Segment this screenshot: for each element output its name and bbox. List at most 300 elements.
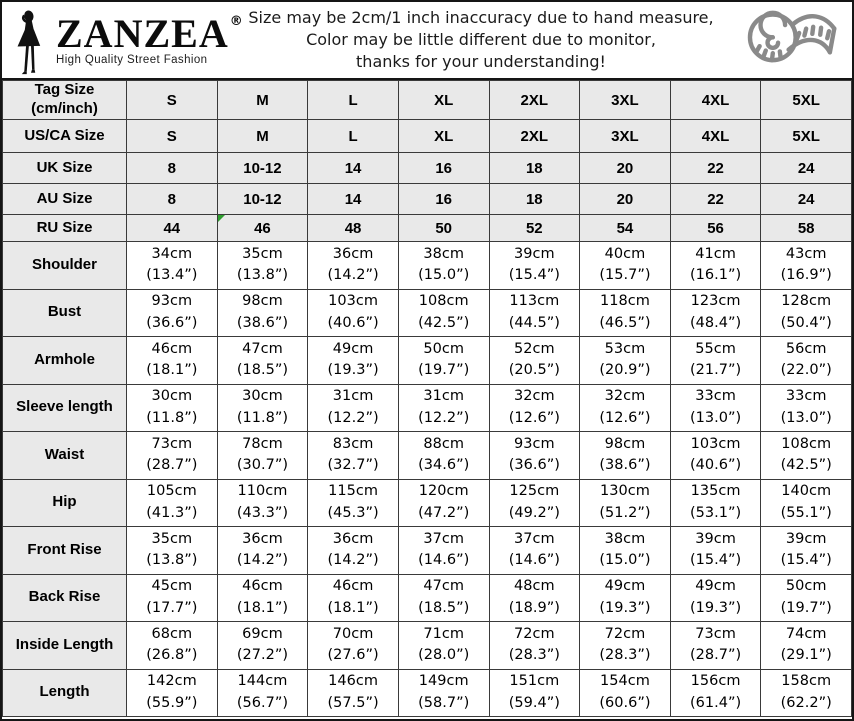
size-value: 16 — [435, 159, 453, 177]
measurement-cm: 68cm — [151, 625, 193, 642]
measurement-cm: 46cm — [242, 578, 283, 594]
measurement-cell — [398, 337, 489, 385]
size-value-cell — [670, 184, 761, 215]
registered-mark: ® — [229, 13, 243, 29]
measurement-inch: (11.8”) — [146, 409, 198, 426]
measurement-cm: 110cm — [237, 483, 288, 499]
measurement-inch: (48.4”) — [690, 314, 742, 331]
size-value-cell — [489, 153, 580, 184]
measurement-cm: 93cm — [514, 435, 555, 452]
measurement-cm: 52cm — [514, 340, 555, 357]
measurement-inch: (15.4”) — [690, 552, 742, 569]
size-value: 48 — [344, 219, 362, 237]
measurement-cm: 50cm — [423, 340, 464, 357]
measurement-inch: (18.9”) — [508, 599, 560, 616]
measurement-cm: 46cm — [332, 578, 374, 594]
measurement-cm: 108cm — [418, 293, 469, 309]
row-label-line: Tag Size — [34, 81, 95, 99]
measurement-cell — [761, 242, 852, 290]
measurement-cm: 103cm — [690, 435, 741, 452]
measurement-cm: 36cm — [242, 530, 283, 547]
measurement-cell — [127, 384, 218, 432]
measurement-cell — [761, 384, 852, 432]
measurement-cell — [217, 289, 308, 337]
measurement-cell — [217, 242, 308, 290]
size-value-cell — [217, 184, 308, 215]
measurement-inch: (19.7”) — [418, 362, 470, 379]
measurement-cm: 31cm — [423, 388, 464, 404]
measurement-cm: 30cm — [242, 388, 283, 404]
size-value: 44 — [163, 219, 181, 237]
size-value-cell — [580, 215, 671, 242]
row-label: RU Size — [3, 215, 127, 242]
measurement-row — [3, 384, 852, 432]
measurement-cell — [761, 289, 852, 337]
measurement-inch: (18.5”) — [236, 362, 288, 379]
measurement-cm: 105cm — [146, 483, 197, 499]
measurement-cell — [670, 289, 761, 337]
measurement-inch: (59.4”) — [508, 694, 560, 711]
size-value: 3XL — [611, 91, 639, 109]
measurement-cell — [308, 242, 399, 290]
size-value-cell — [127, 215, 218, 242]
size-value: 5XL — [792, 91, 820, 109]
measurement-inch: (36.6”) — [146, 314, 198, 331]
measurement-cm: 38cm — [423, 245, 464, 262]
measurement-cell — [127, 574, 218, 622]
measurement-cell — [489, 289, 580, 337]
measurement-cm: 36cm — [332, 530, 374, 547]
measurement-inch: (42.5”) — [780, 457, 832, 474]
size-value: 10-12 — [243, 159, 282, 177]
measurement-cell — [489, 384, 580, 432]
size-table — [2, 80, 852, 717]
measurement-inch: (28.7”) — [690, 647, 742, 664]
size-value: S — [166, 91, 177, 109]
size-value-cell — [580, 184, 671, 215]
measurement-cm: 120cm — [418, 483, 469, 499]
size-value: M — [256, 127, 269, 145]
row-label: AU Size — [3, 184, 127, 215]
measurement-inch: (18.1”) — [236, 599, 288, 616]
size-value-cell — [217, 81, 308, 120]
size-value-cell — [489, 81, 580, 120]
measurement-cell — [398, 384, 489, 432]
measurement-cm: 43cm — [785, 245, 827, 262]
measurement-cell — [217, 574, 308, 622]
size-value-cell — [398, 81, 489, 120]
measurement-cm: 123cm — [690, 293, 741, 309]
size-value: 24 — [797, 190, 815, 208]
measurement-cm: 72cm — [604, 625, 646, 642]
measurement-inch: (15.7”) — [599, 267, 651, 284]
measurement-inch: (62.2”) — [780, 694, 832, 711]
size-value-cell — [217, 153, 308, 184]
measurement-cm: 130cm — [600, 483, 650, 499]
measurement-row — [3, 242, 852, 290]
row-label: US/CA Size — [3, 120, 127, 153]
measurement-cm: 140cm — [781, 483, 832, 499]
size-notice — [228, 7, 734, 73]
size-value-cell — [398, 153, 489, 184]
measurement-cm: 48cm — [514, 578, 555, 594]
size-value: 24 — [797, 159, 815, 177]
size-value-cell — [670, 81, 761, 120]
measurement-cell — [670, 384, 761, 432]
size-value-cell — [580, 120, 671, 153]
measurement-cell — [308, 432, 399, 480]
measurement-cm: 108cm — [781, 435, 832, 452]
measurement-inch: (14.2”) — [327, 267, 379, 284]
notice-line-1: Size may be 2cm/1 inch inaccuracy due to hand measure, — [248, 8, 714, 27]
measurement-inch: (26.8”) — [146, 647, 198, 664]
row-label — [3, 81, 127, 120]
measurement-cm: 73cm — [695, 625, 736, 642]
measurement-cell — [398, 622, 489, 670]
size-value: 20 — [616, 190, 634, 208]
measurement-cell — [580, 337, 671, 385]
measurement-inch: (30.7”) — [236, 457, 288, 474]
size-value-cell — [217, 215, 308, 242]
measurement-cell — [670, 574, 761, 622]
size-value-cell — [308, 153, 399, 184]
measurement-cell — [308, 574, 399, 622]
measurement-cell — [670, 527, 761, 575]
measurement-cm: 33cm — [695, 388, 736, 404]
size-value: S — [166, 127, 177, 145]
measurement-cell — [308, 337, 399, 385]
woman-silhouette-icon — [8, 9, 54, 77]
measurement-inch: (15.0”) — [418, 267, 470, 284]
measurement-cell — [580, 432, 671, 480]
measurement-inch: (12.6”) — [599, 409, 651, 426]
size-value-cell — [127, 81, 218, 120]
measurement-cell — [127, 479, 218, 527]
size-value: 18 — [525, 190, 543, 208]
measurement-cm: 38cm — [604, 530, 646, 547]
measurement-cell — [489, 574, 580, 622]
size-row — [3, 120, 852, 153]
measurement-inch: (50.4”) — [780, 314, 832, 331]
measurement-cell — [489, 337, 580, 385]
measurement-cell — [127, 242, 218, 290]
measurement-cm: 50cm — [785, 578, 827, 594]
measurement-cm: 37cm — [514, 530, 555, 547]
size-row — [3, 215, 852, 242]
size-value-cell — [761, 120, 852, 153]
measurement-inch: (41.3”) — [146, 504, 198, 521]
row-label: Waist — [3, 432, 127, 480]
size-value-cell — [761, 81, 852, 120]
measurement-inch: (28.7”) — [146, 457, 198, 474]
measurement-cm: 93cm — [151, 293, 193, 309]
measurement-cm: 47cm — [242, 340, 283, 357]
measurement-inch: (15.4”) — [780, 552, 832, 569]
size-value-cell — [398, 215, 489, 242]
measurement-inch: (43.3”) — [236, 504, 288, 521]
measurement-inch: (51.2”) — [599, 504, 651, 521]
measurement-cm: 35cm — [151, 530, 193, 547]
measurement-row — [3, 289, 852, 337]
size-value-cell — [217, 120, 308, 153]
measurement-inch: (28.3”) — [599, 647, 651, 664]
measurement-inch: (45.3”) — [327, 504, 379, 521]
size-value-cell — [761, 153, 852, 184]
measurement-cell — [217, 432, 308, 480]
measurement-cm: 49cm — [695, 578, 736, 594]
measurement-cm: 74cm — [785, 625, 827, 642]
row-label-line: (cm/inch) — [31, 100, 98, 117]
size-value: 4XL — [701, 127, 730, 145]
size-value-cell — [761, 184, 852, 215]
measurement-inch: (12.2”) — [327, 409, 379, 426]
size-value: 16 — [435, 190, 453, 208]
size-value-cell — [308, 215, 399, 242]
measurement-cell — [670, 669, 761, 717]
size-value-cell — [127, 153, 218, 184]
measurement-inch: (29.1”) — [780, 647, 832, 664]
measurement-cell — [127, 669, 218, 717]
measurement-cell — [489, 479, 580, 527]
size-value-cell — [398, 184, 489, 215]
size-table-body — [3, 81, 852, 717]
measurement-cell — [489, 669, 580, 717]
measurement-cell — [398, 479, 489, 527]
measurement-cell — [398, 289, 489, 337]
measurement-cell — [670, 242, 761, 290]
measurement-cell — [670, 337, 761, 385]
measurement-cm: 154cm — [600, 673, 650, 689]
measurement-cell — [127, 527, 218, 575]
measurement-cell — [217, 337, 308, 385]
row-label: Hip — [3, 479, 127, 527]
measurement-cm: 73cm — [151, 435, 193, 452]
measurement-cell — [308, 669, 399, 717]
size-value: XL — [434, 91, 454, 109]
brand-tagline: High Quality Street Fashion — [56, 53, 208, 66]
size-value: M — [256, 91, 269, 109]
measurement-inch: (21.7”) — [690, 362, 742, 379]
measurement-cm: 40cm — [604, 245, 646, 262]
measurement-cm: 45cm — [151, 578, 193, 594]
measurement-inch: (22.0”) — [780, 362, 832, 379]
measurement-cm: 33cm — [785, 388, 827, 404]
size-value: 22 — [707, 190, 724, 208]
measurement-inch: (27.2”) — [236, 647, 288, 664]
measurement-cm: 88cm — [423, 435, 464, 452]
measurement-inch: (19.3”) — [690, 599, 742, 616]
measurement-inch: (44.5”) — [508, 314, 560, 331]
measurement-cell — [217, 669, 308, 717]
size-value: 22 — [707, 159, 724, 177]
size-value: 14 — [344, 190, 362, 208]
measurement-cell — [580, 384, 671, 432]
size-value-cell — [670, 215, 761, 242]
measurement-inch: (34.6”) — [418, 457, 470, 474]
measurement-cell — [217, 384, 308, 432]
brand-block — [56, 9, 243, 66]
size-value: 2XL — [520, 127, 549, 145]
size-value: 5XL — [792, 127, 820, 145]
measurement-cell — [580, 669, 671, 717]
measurement-inch: (13.8”) — [236, 267, 288, 284]
measurement-row — [3, 432, 852, 480]
measurement-cm: 151cm — [509, 673, 560, 689]
measurement-cell — [308, 527, 399, 575]
size-value: 3XL — [611, 127, 639, 145]
measurement-inch: (56.7”) — [236, 694, 288, 711]
measurement-cell — [127, 622, 218, 670]
measurement-cell — [580, 622, 671, 670]
measurement-cell — [489, 527, 580, 575]
header — [2, 2, 852, 80]
measurement-cell — [670, 479, 761, 527]
measurement-inch: (49.2”) — [508, 504, 560, 521]
measurement-inch: (28.3”) — [508, 647, 560, 664]
measurement-inch: (57.5”) — [327, 694, 379, 711]
measurement-inch: (58.7”) — [418, 694, 470, 711]
measurement-inch: (19.7”) — [780, 599, 832, 616]
size-value: 20 — [616, 159, 634, 177]
measurement-inch: (55.1”) — [780, 504, 832, 521]
measurement-cm: 71cm — [423, 625, 464, 642]
measurement-inch: (20.5”) — [508, 362, 560, 379]
measurement-inch: (36.6”) — [508, 457, 560, 474]
row-label: Back Rise — [3, 574, 127, 622]
measurement-cm: 39cm — [695, 530, 736, 547]
measurement-cell — [398, 432, 489, 480]
measurement-row — [3, 479, 852, 527]
measurement-cell — [308, 384, 399, 432]
size-value: 8 — [167, 159, 176, 177]
measurement-cm: 72cm — [514, 625, 555, 642]
measurement-inch: (14.2”) — [236, 552, 288, 569]
size-value-cell — [489, 215, 580, 242]
row-label: Front Rise — [3, 527, 127, 575]
measurement-cm: 41cm — [695, 245, 736, 262]
measurement-cm: 144cm — [237, 673, 288, 689]
measurement-inch: (17.7”) — [146, 599, 198, 616]
measurement-cell — [580, 574, 671, 622]
measurement-cell — [489, 432, 580, 480]
size-value-cell — [580, 153, 671, 184]
row-label: Shoulder — [3, 242, 127, 290]
size-value: 58 — [797, 219, 815, 237]
measurement-cm: 55cm — [695, 340, 736, 357]
measurement-cm: 135cm — [690, 483, 741, 499]
size-value: XL — [434, 127, 454, 145]
size-value: 4XL — [701, 91, 730, 109]
measurement-cm: 47cm — [423, 578, 464, 594]
measurement-cell — [761, 337, 852, 385]
measurement-row — [3, 574, 852, 622]
measurement-cell — [217, 622, 308, 670]
measurement-cell — [761, 574, 852, 622]
measurement-cm: 78cm — [242, 435, 283, 452]
size-value: 18 — [525, 159, 543, 177]
measurement-cell — [127, 337, 218, 385]
measurement-inch: (46.5”) — [599, 314, 651, 331]
measurement-cm: 115cm — [328, 483, 378, 499]
size-value: 8 — [167, 190, 176, 208]
measurement-inch: (12.6”) — [508, 409, 560, 426]
measurement-cm: 98cm — [242, 293, 283, 309]
cell-corner-marker-icon — [218, 215, 225, 222]
row-label: Sleeve length — [3, 384, 127, 432]
notice-line-2: Color may be little different due to monitor, — [306, 30, 656, 49]
measurement-cell — [580, 289, 671, 337]
measurement-inch: (60.6”) — [599, 694, 651, 711]
measurement-cell — [398, 527, 489, 575]
measurement-inch: (12.2”) — [418, 409, 470, 426]
measurement-cm: 156cm — [690, 673, 741, 689]
measurement-inch: (11.8”) — [236, 409, 288, 426]
measurement-inch: (18.1”) — [146, 362, 198, 379]
measurement-cell — [127, 289, 218, 337]
size-value: 2XL — [520, 91, 549, 109]
measurement-cm: 49cm — [332, 340, 374, 357]
measurement-inch: (19.3”) — [599, 599, 651, 616]
measurement-cm: 32cm — [514, 388, 555, 404]
measurement-inch: (20.9”) — [599, 362, 651, 379]
measurement-row — [3, 337, 852, 385]
size-value-cell — [308, 120, 399, 153]
size-value-cell — [489, 184, 580, 215]
measurement-inch: (27.6”) — [327, 647, 379, 664]
measurement-inch: (40.6”) — [327, 314, 379, 331]
measurement-cm: 125cm — [509, 483, 560, 499]
measurement-row — [3, 669, 852, 717]
size-value-cell — [308, 81, 399, 120]
size-row — [3, 153, 852, 184]
size-value-cell — [489, 120, 580, 153]
measuring-tape-icon — [734, 4, 852, 76]
measurement-cell — [217, 479, 308, 527]
measurement-cm: 37cm — [423, 530, 464, 547]
measurement-cell — [308, 289, 399, 337]
measurement-cell — [761, 622, 852, 670]
measurement-cell — [398, 669, 489, 717]
row-label: Armhole — [3, 337, 127, 385]
size-value-cell — [580, 81, 671, 120]
size-value-cell — [670, 120, 761, 153]
measurement-inch: (42.5”) — [418, 314, 470, 331]
size-value: 54 — [616, 219, 634, 237]
measurement-cell — [489, 242, 580, 290]
size-value-cell — [127, 120, 218, 153]
row-label: Length — [3, 669, 127, 717]
measurement-cell — [127, 432, 218, 480]
measurement-cell — [761, 432, 852, 480]
row-label: Inside Length — [3, 622, 127, 670]
measurement-cm: 32cm — [604, 388, 646, 404]
measurement-cm: 30cm — [151, 388, 193, 404]
measurement-cm: 128cm — [781, 293, 832, 309]
measurement-inch: (47.2”) — [418, 504, 470, 521]
measurement-inch: (14.2”) — [327, 552, 379, 569]
measurement-cm: 35cm — [242, 245, 283, 262]
measurement-cell — [398, 574, 489, 622]
size-value: 50 — [435, 219, 453, 237]
measurement-inch: (14.6”) — [508, 552, 560, 569]
measurement-cell — [308, 622, 399, 670]
measurement-cm: 142cm — [146, 673, 197, 689]
measurement-cm: 118cm — [600, 293, 650, 309]
measurement-inch: (13.0”) — [690, 409, 742, 426]
brand-logo — [2, 4, 243, 77]
measurement-inch: (13.4”) — [146, 267, 198, 284]
measurement-cell — [489, 622, 580, 670]
